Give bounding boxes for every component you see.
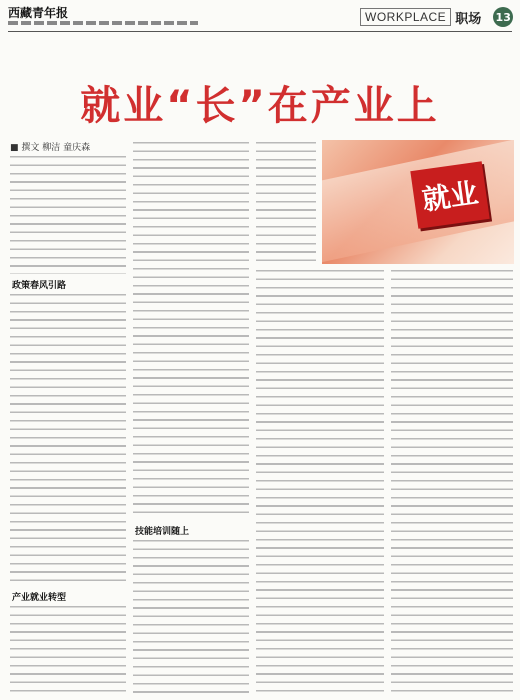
body-text-col1-c [10, 606, 126, 696]
section-heading-2: 技能培训随上 [135, 527, 190, 537]
article-photo [322, 140, 514, 264]
header-rule [8, 31, 512, 32]
article-title: 就业“长”在产业上 [80, 83, 440, 129]
editor-info-line [8, 21, 198, 25]
body-text-col3-b [256, 270, 384, 696]
page-number-badge: 13 [493, 7, 513, 27]
body-text-col1-a [10, 156, 126, 274]
section-heading-1: 政策春风引路 [12, 281, 67, 291]
article-byline: ■ 撰文 柳洁 童庆森 [10, 143, 91, 153]
section-label-zh: 职场 [455, 11, 482, 27]
section-heading-3: 产业就业转型 [12, 593, 67, 603]
body-text-col2-b [133, 540, 249, 696]
body-text-col4 [391, 270, 513, 696]
photo-sign: 就业 [410, 161, 489, 228]
section-header [360, 6, 513, 28]
newspaper-masthead: 西藏青年报 [8, 6, 69, 20]
body-text-col3-a [256, 142, 316, 264]
section-label-en: WORKPLACE [360, 8, 451, 26]
body-text-col2-a [133, 142, 249, 516]
body-text-col1-b [10, 294, 126, 584]
